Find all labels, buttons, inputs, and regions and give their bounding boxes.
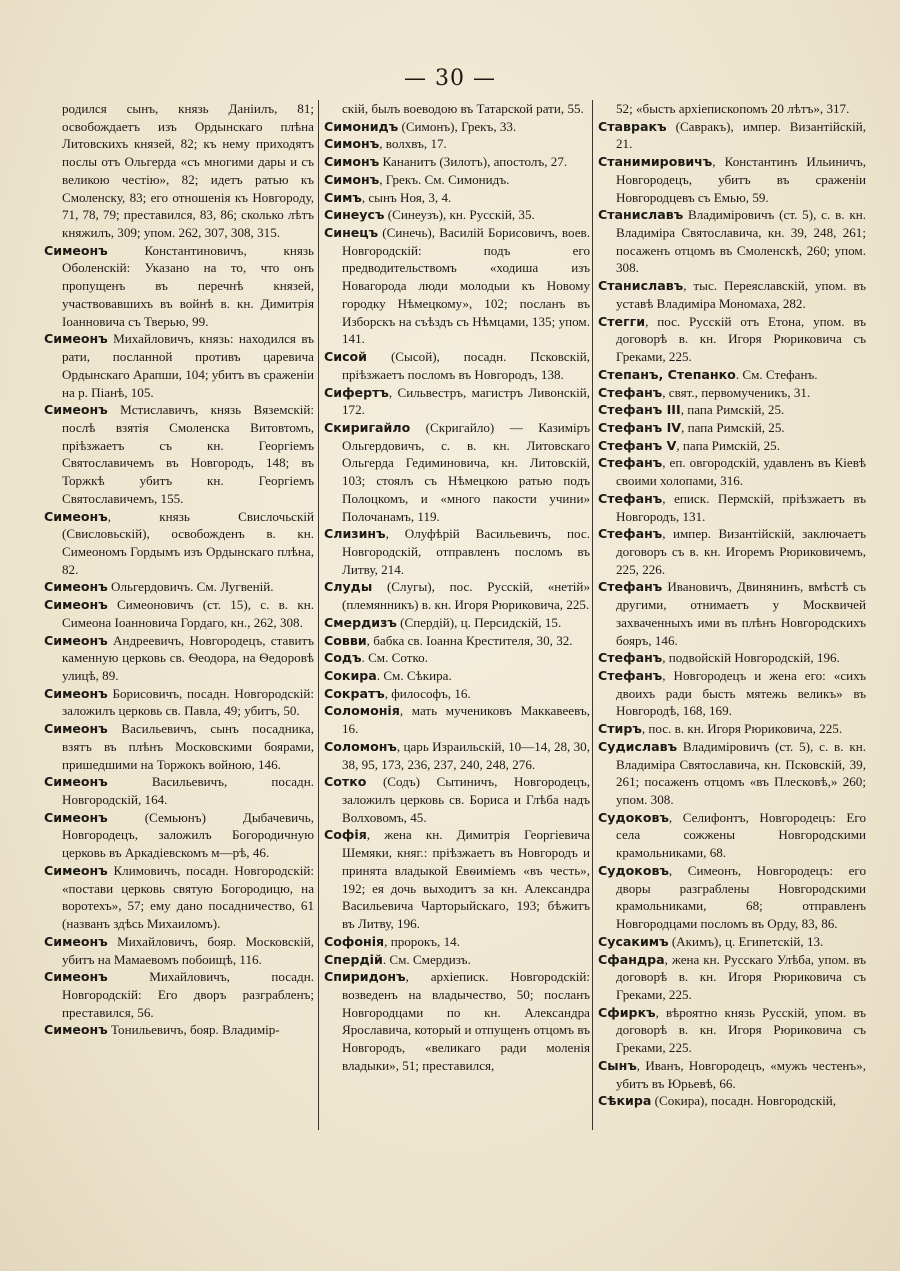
index-entry: [598, 490, 866, 525]
entry-headword: Сократъ: [324, 685, 385, 701]
entry-headword: Симонъ: [324, 171, 380, 187]
index-column-2: [324, 100, 590, 1075]
entry-text: Владиміровичъ (ст. 5), с. в. кн. Владиміра Святославича, кн. 39, 248, 261; посаженъ отцомъ въ Смоленскѣ, 260; упом. 308.: [616, 207, 866, 276]
entry-text: Мстиславичъ, князь Вяземскій: послѣ взятія Смоленска Витовтомъ, пріѣзжаетъ съ кн. Георгіемъ Святославичемъ въ Новгородъ, 148; въ Торжкѣ убитъ кн. Георгіемъ Святославичемъ, 155.: [62, 402, 314, 506]
entry-text: Тонильевичъ, бояр. Владимір-: [107, 1022, 280, 1038]
entry-headword: Сифертъ: [324, 384, 389, 400]
index-entry: [598, 951, 866, 1004]
entry-text: , еписк. Пермскій, пріѣзжаетъ въ Новгородъ, 131.: [616, 490, 866, 524]
index-entry: [598, 100, 866, 118]
entry-text: , философъ, 16.: [384, 685, 471, 701]
entry-text: (Синечь), Василій Борисовичъ, воев. Новгородскій: подъ его предводительствомъ «ходиша изъ Новагорода люди молодыи къ Новому городку Нѣмецкому», 102; посланъ въ Изборскъ на съѣздъ съ Нѣмцами, 135; упом. 141.: [342, 225, 590, 347]
entry-headword: Симеонъ: [44, 597, 108, 613]
entry-headword: Стегги: [598, 313, 646, 329]
entry-text: , пос. Русскій отъ Етона, упом. въ договорѣ в. кн. Игоря Рюриковича съ Греками, 225.: [616, 313, 866, 365]
entry-headword: Симеонъ: [44, 242, 108, 258]
entry-headword: Симеонъ: [44, 331, 108, 347]
index-entry: [598, 419, 866, 437]
entry-headword: Симъ: [324, 189, 362, 205]
entry-headword: Стефанъ: [598, 650, 663, 666]
entry-headword: Симеонъ: [44, 721, 108, 737]
entry-text: , пророкъ, 14.: [384, 933, 460, 949]
column-divider: [592, 100, 593, 1130]
entry-text: , Иванъ, Новгородецъ, «мужъ честенъ», убитъ въ Юрьевѣ, 66.: [616, 1057, 866, 1091]
entry-headword: Симеонъ: [44, 1022, 108, 1038]
entry-text: , бабка св. Іоанна Крестителя, 30, 32.: [366, 632, 573, 648]
index-entry: [598, 649, 866, 667]
entry-text: , тыс. Переяславскій, упом. въ уставѣ Владиміра Мономаха, 282.: [616, 278, 866, 311]
index-entry: [324, 685, 590, 703]
index-entry: [324, 649, 590, 667]
index-entry: [44, 968, 314, 1021]
index-entry: [44, 773, 314, 808]
index-entry: [44, 1021, 314, 1039]
index-entry: [324, 189, 590, 207]
entry-headword: Стефанъ IV: [598, 419, 682, 435]
index-entry: [324, 826, 590, 932]
entry-text: , Симеонъ, Новгородецъ: его дворы разграблены Новгородскими крамольниками, 68; отправленъ Новгородцами посломъ въ Орду, 83, 86.: [616, 862, 866, 932]
index-entry: [598, 153, 866, 206]
entry-headword: Симеонъ: [44, 933, 108, 949]
index-entry: [598, 277, 866, 312]
index-column-1: [44, 100, 314, 1039]
index-entry: [324, 419, 590, 525]
entry-headword: Симеонъ: [44, 969, 108, 985]
index-entry: [324, 206, 590, 224]
entry-headword: Стефанъ: [598, 668, 663, 683]
index-entry: [598, 1004, 866, 1057]
column-divider: [318, 100, 319, 1130]
index-entry: [44, 242, 314, 331]
entry-headword: Симонидъ: [324, 118, 399, 134]
index-entry: [44, 933, 314, 968]
entry-headword: Стефанъ: [598, 455, 663, 471]
entry-text: (Синеузъ), кн. Русскій, 35.: [384, 207, 535, 223]
entry-headword: Симеонъ: [44, 774, 108, 790]
index-entry: [324, 632, 590, 650]
index-entry: [598, 578, 866, 649]
entry-headword: Софія: [324, 827, 367, 843]
index-entry: [324, 614, 590, 632]
entry-text: Михайловичъ, князь: находился въ рати, посланной противъ царевича Ордынскаго Арапши, 104; убитъ въ сраженіи на р. Піанѣ, 105.: [62, 331, 315, 400]
entry-text: , сынъ Ноя, 3, 4.: [361, 189, 452, 205]
entry-text: (Скригайло) — Казиміръ Ольгердовичъ, с. в. кн. Литовскаго Ольгерда Гедиминовича, кн. Литовскій, 103; стоялъ съ Нѣмецкою ратью подъ Полоцкомъ, и «много пакости учини» Полочанамъ, 119.: [342, 419, 590, 524]
index-entry: [598, 384, 866, 402]
entry-text: , мать мучениковъ Маккавеевъ, 16.: [342, 703, 590, 737]
entry-text: (Симонъ), Грекъ, 33.: [398, 118, 517, 134]
entry-headword: Скиригайло: [324, 419, 411, 435]
entry-text: , жена кн. Русскаго Улѣба, упом. въ договорѣ в. кн. Игоря Рюриковича съ Греками, 225.: [616, 951, 866, 1002]
index-entry: [324, 738, 590, 773]
index-entry: [44, 809, 314, 862]
entry-headword: Слизинъ: [324, 526, 386, 542]
index-entry: [44, 685, 314, 720]
entry-headword: Симеонъ: [44, 632, 108, 648]
entry-text: Климовичъ, посадн. Новгородскій: «постави церковь святую Богородицю, на воротехъ», 57; ему дано посадничество, 61 (названъ здѣсь Михаиломъ).: [62, 862, 314, 932]
entry-headword: Степанъ, Степанко: [598, 366, 736, 382]
entry-text: . См. Стефанъ.: [735, 366, 818, 382]
entry-text: , волхвъ, 17.: [379, 136, 447, 152]
entry-text: (Семьюнъ) Дыбачевичь, Новгородецъ, заложилъ Богородичную церковь въ Аркадіевскомъ м—рѣ, 46.: [62, 809, 314, 861]
index-entry: [324, 578, 590, 613]
entry-text: , Селифонтъ, Новгородецъ: Его села сожжены Новгородскими крамольниками, 68.: [616, 809, 866, 861]
index-entry: [324, 348, 590, 383]
index-entry: [598, 862, 866, 933]
entry-text: , архіеписк. Новгородскій: возведенъ на владычество, 50; посланъ Новгородцами по кн. Александра Ярославича, который и отпущенъ отцомъ въ Новгородъ, «великаго ради моленія владыки», 51; преставился,: [342, 969, 590, 1073]
entry-text: , папа Римскій, 25.: [676, 437, 780, 453]
entry-headword: Содъ: [324, 650, 362, 666]
index-column-3: [598, 100, 866, 1110]
entry-text: , еп. овгородскій, удавленъ въ Кіевѣ своими холопами, 316.: [616, 455, 866, 489]
entry-headword: Сисой: [324, 349, 368, 365]
entry-text: , князь Свислочьскій (Свисловьскій), освобожденъ в. кн. Симеономъ Гордымъ изъ Ордынскаго плѣна, 82.: [62, 508, 314, 577]
index-entry: [598, 1092, 866, 1110]
entry-headword: Ставракъ: [598, 118, 667, 134]
entry-headword: Судоковъ: [598, 809, 669, 825]
entry-headword: Слуды: [324, 579, 373, 595]
entry-headword: Симеонъ: [44, 508, 108, 524]
index-entry: [44, 330, 314, 401]
index-entry: [324, 702, 590, 737]
entry-text: родился сынъ, князь Даніилъ, 81; освобождаетъ изъ Ордынскаго плѣна Литовскихъ князей, 82; къ нему приходятъ послы отъ Ольгерда «съ многими дары и съ великою честiю», 82; идетъ ратью къ Смоленску, 83; его отношенія къ Новгороду, 71, 78, 79; преставился, 83, 86; сколько лѣтъ княжилъ, 309; упом. 262, 307, 308, 315.: [62, 101, 314, 241]
index-entry: [324, 224, 590, 348]
entry-headword: Симонъ: [324, 136, 380, 152]
entry-headword: Спиридонъ: [324, 969, 406, 985]
entry-text: 52; «бысть архіепископомъ 20 лѣтъ», 317.: [616, 101, 850, 116]
entry-text: Владиміровичъ (ст. 5), с. в. кн. Владиміра Святославича, кн. Псковскій, 39, 261; посаженъ отцомъ «въ Плесковѣ,» 260; упом. 308.: [616, 738, 866, 808]
index-entry: [324, 384, 590, 419]
index-entry: [598, 118, 866, 153]
index-entry: [324, 667, 590, 685]
entry-headword: Симеонъ: [44, 809, 108, 825]
entry-text: (Акимъ), ц. Египетскій, 13.: [668, 933, 824, 949]
entry-headword: Станимировичъ: [598, 154, 713, 170]
index-entry: [324, 773, 590, 826]
entry-text: , пос. в. кн. Игоря Рюриковича, 225.: [641, 721, 843, 737]
entry-headword: Стиръ: [598, 721, 642, 737]
entry-text: , вѣроятно князь Русскій, упом. въ договорѣ в. кн. Игоря Рюриковича съ Греками, 225.: [616, 1004, 866, 1056]
entry-text: , царь Израильскій, 10—14, 28, 30, 38, 95, 173, 236, 237, 240, 248, 276.: [342, 738, 590, 772]
entry-text: Борисовичъ, посадн. Новгородскій: заложилъ церковь св. Павла, 49; убитъ, 50.: [62, 685, 314, 719]
entry-headword: Симеонъ: [44, 862, 108, 878]
index-entry: [44, 508, 314, 579]
entry-text: (Савракъ), импер. Византійскій, 21.: [616, 118, 866, 152]
index-entry: [324, 100, 590, 118]
index-entry: [324, 933, 590, 951]
entry-text: Ольгердовичъ. См. Лугвеній.: [107, 579, 274, 595]
entry-text: (Слугы), пос. Русскій, «нетій» (племянникъ) в. кн. Игоря Рюриковича, 225.: [342, 579, 590, 613]
entry-headword: Симеонъ: [44, 402, 108, 418]
entry-text: , Сильвестръ, магистръ Ливонскій, 172.: [342, 384, 590, 418]
index-entry: [44, 862, 314, 933]
index-entry: [598, 525, 866, 578]
entry-text: Андреевичъ, Новгородецъ, ставитъ каменную церковь св. Ѳеодора, на Ѳедоровѣ улицѣ, 89.: [62, 632, 314, 683]
entry-headword: Сѣкира: [598, 1093, 652, 1109]
index-entry: [598, 933, 866, 951]
index-entry: [44, 596, 314, 631]
entry-text: Ивановичъ, Двинянинъ, вмѣстѣ съ другими, отнимаетъ у Москвичей захваченныхъ ими въ плѣнъ Новгородскихъ бояръ, 146.: [616, 579, 866, 648]
entry-text: скій, былъ воеводою въ Татарской рати, 55.: [342, 101, 584, 116]
index-entry: [598, 206, 866, 277]
index-entry: [598, 401, 866, 419]
index-entry: [598, 454, 866, 489]
entry-text: Кананитъ (Зилотъ), апостолъ, 27.: [379, 154, 568, 170]
index-entry: [598, 1057, 866, 1092]
entry-text: , импер. Византійскій, заключаетъ договоръ съ в. кн. Игоремъ Рюриковичемъ, 225, 226.: [616, 526, 866, 577]
entry-text: (Спердій), ц. Персидскій, 15.: [396, 614, 562, 630]
index-entry: [324, 135, 590, 153]
index-entry: [324, 153, 590, 171]
entry-headword: Сотко: [324, 774, 367, 790]
index-entry: [44, 720, 314, 773]
index-entry: [44, 401, 314, 507]
entry-text: , Новгородецъ и жена его: «сихъ двоихъ ради бысть мятежь великъ» въ Новгородѣ, 168, 169.: [616, 668, 866, 719]
entry-headword: Сынъ: [598, 1057, 637, 1073]
entry-text: . См. Сотко.: [361, 650, 428, 666]
entry-headword: Сокира: [324, 668, 377, 683]
entry-headword: Соломонія: [324, 703, 400, 719]
entry-headword: Стефанъ: [598, 490, 663, 506]
entry-headword: Смердизъ: [324, 614, 397, 630]
index-entry: [324, 171, 590, 189]
entry-text: . См. Смердизъ.: [382, 951, 471, 967]
index-entry: [598, 667, 866, 720]
entry-headword: Симеонъ: [44, 579, 108, 595]
index-entry: [324, 968, 590, 1074]
entry-headword: Стефанъ: [598, 526, 663, 542]
entry-headword: Синеусъ: [324, 207, 385, 223]
entry-text: , подвойскій Новгородскій, 196.: [662, 650, 840, 666]
entry-headword: Стефанъ: [598, 384, 663, 400]
index-entry: [324, 525, 590, 578]
entry-headword: Судоковъ: [598, 862, 669, 878]
entry-headword: Стефанъ V: [598, 437, 677, 453]
entry-headword: Софонія: [324, 933, 385, 949]
entry-text: Михайловичъ, бояр. Московскій, убитъ на Мамаевомъ побоищѣ, 116.: [62, 933, 314, 967]
entry-text: , Олуфѣрій Васильевичъ, пос. Новгородскій, отправленъ посломъ въ Литву, 214.: [342, 526, 590, 577]
page-number: — 30 —: [404, 66, 496, 91]
entry-text: , Константинъ Ильиничъ, Новгородецъ, убитъ въ сраженіи Новгородцевъ съ Емью, 59.: [616, 154, 866, 205]
entry-text: , Грекъ. См. Симонидъ.: [379, 171, 510, 187]
entry-headword: Станиславъ: [598, 207, 684, 223]
entry-text: , свят., первомученикъ, 31.: [662, 384, 811, 400]
index-entry: [44, 632, 314, 685]
entry-text: (Содъ) Сытиничъ, Новгородецъ, заложилъ церковь св. Бориса и Глѣба надъ Волховомъ, 45.: [342, 774, 590, 825]
entry-headword: Сусакимъ: [598, 933, 669, 949]
entry-headword: Судиславъ: [598, 738, 678, 754]
index-entry: [598, 366, 866, 384]
entry-text: . См. Сѣкира.: [376, 668, 452, 683]
index-entry: [44, 100, 314, 242]
index-entry: [598, 437, 866, 455]
entry-headword: Совви: [324, 632, 367, 648]
entry-headword: Сфандра: [598, 951, 665, 967]
entry-headword: Сфиркъ: [598, 1004, 656, 1020]
entry-text: , жена кн. Димитрія Георгіевича Шемяки, княг.: пріѣзжаетъ въ Новгородъ и принята владыкой Евѳиміемъ «въ честь», 192; ея дочь выходитъ за кн. Александра Васильевича Чарторыйскаго, 193; бѣжитъ въ Литву, 196.: [342, 827, 590, 932]
entry-text: Константиновичъ, князь Оболенскій: Указано на то, что онъ пропущенъ въ перечнѣ князей, участвовавшихъ въ войнѣ в. кн. Димитрія Іоанновича съ Тверью, 99.: [62, 242, 314, 329]
index-entry: [324, 951, 590, 969]
entry-text: Васильевичъ, сынъ посадника, взятъ въ плѣнъ Московскими боярами, пришедшими на Торжокъ войною, 146.: [62, 721, 314, 772]
index-entry: [44, 578, 314, 596]
entry-headword: Симеонъ: [44, 685, 108, 701]
entry-headword: Стефанъ III: [598, 402, 681, 418]
entry-headword: Станиславъ: [598, 278, 684, 294]
entry-text: (Сысой), посадн. Псковскій, пріѣзжаетъ посломъ въ Новгородъ, 138.: [342, 349, 590, 382]
entry-headword: Спердій: [324, 951, 383, 967]
entry-text: , папа Римскій, 25.: [680, 402, 785, 418]
entry-text: Симеоновичъ (ст. 15), с. в. кн. Симеона Іоанновича Гордаго, кн., 262, 308.: [62, 597, 314, 630]
entry-headword: Синецъ: [324, 225, 379, 241]
entry-text: Михайловичъ, посадн. Новгородскій: Его дворъ разграбленъ; преставился, 56.: [62, 969, 314, 1020]
entry-headword: Стефанъ: [598, 579, 663, 595]
index-entry: [324, 118, 590, 136]
entry-text: Васильевичъ, посадн. Новгородскій, 164.: [62, 774, 314, 808]
index-entry: [598, 720, 866, 738]
index-entry: [598, 809, 866, 862]
entry-text: , папа Римскій, 25.: [681, 419, 785, 435]
entry-headword: Симонъ: [324, 154, 380, 170]
index-entry: [598, 313, 866, 366]
entry-headword: Соломонъ: [324, 738, 397, 754]
entry-text: (Сокира), посадн. Новгородскій,: [651, 1093, 837, 1109]
index-entry: [598, 738, 866, 809]
